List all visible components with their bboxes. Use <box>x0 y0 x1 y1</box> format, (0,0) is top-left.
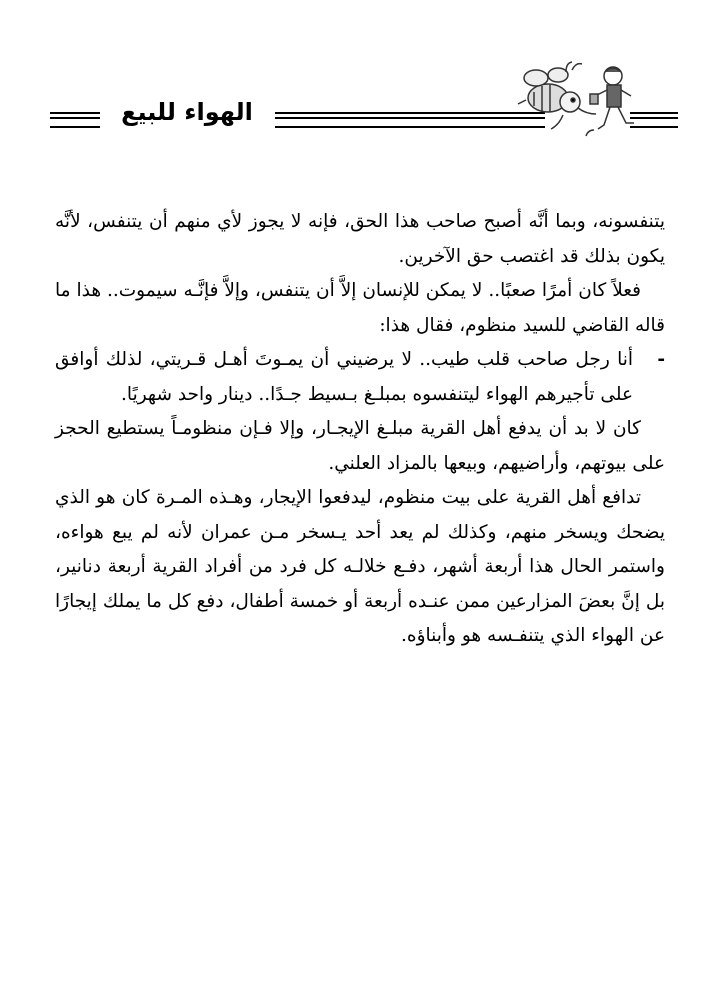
header-rule-left <box>50 112 100 128</box>
page-body <box>55 205 665 654</box>
dialogue-text: أنا رجل صاحب قلب طيب.. لا يرضيني أن يمـوتَ أهـل قـريتي، لذلك أوافق على تأجيرهم الهواء ليتنفسوه بمبلـغ بـسيط جـدًا.. دينار واحد شهريًا. <box>55 349 633 405</box>
paragraph-4: تدافع أهل القرية على بيت منظوم، ليدفعوا الإيجار، وهـذه المـرة كان هو الذي يضحك ويسخر منهم، وكذلك لم يعد أحد يـسخر مـن عمران لأنه لم يبع هواءه، واستمر الحال هذا أربعة أشهر، دفـع خلالـه كل فرد من أفراد القرية أربعة دنانير، بل إنَّ بعضَ المزارعين ممن عنـده أربعة أو خمسة أطفال، دفع كل ما يملك إيجارًا عن الهواء الذي يتنفـسه هو وأبناؤه. <box>55 487 665 646</box>
page-header <box>40 60 670 150</box>
paragraph-1: يتنفسونه، وبما أنَّه أصبح صاحب هذا الحق، فإنه لا يجوز لأي منهم أن يتنفس، لأنَّه يكون بذلك قد اغتصب حق الآخرين. <box>55 211 665 267</box>
dialogue-dash: - <box>657 349 665 370</box>
page-title: الهواء للبيع <box>121 98 253 126</box>
paragraph-3: كان لا بد أن يدفع أهل القرية مبلـغ الإيجـار، وإلا فـإن منظومـاً يستطيع الحجز على بيوتهم، وأراضيهم، وبيعها بالمزاد العلني. <box>55 418 665 474</box>
header-rule-right <box>275 112 545 128</box>
paragraph-2: فعلاً كان أمرًا صعبًا.. لا يمكن للإنسان إلاَّ أن يتنفس، وإلاَّ فإنَّـه سيموت.. هذا ما قاله القاضي للسيد منظوم، فقال هذا: <box>55 280 665 336</box>
header-rule-right-end <box>630 112 678 128</box>
boy-and-bee-illustration-icon <box>508 60 648 152</box>
dialogue-line <box>55 343 665 412</box>
